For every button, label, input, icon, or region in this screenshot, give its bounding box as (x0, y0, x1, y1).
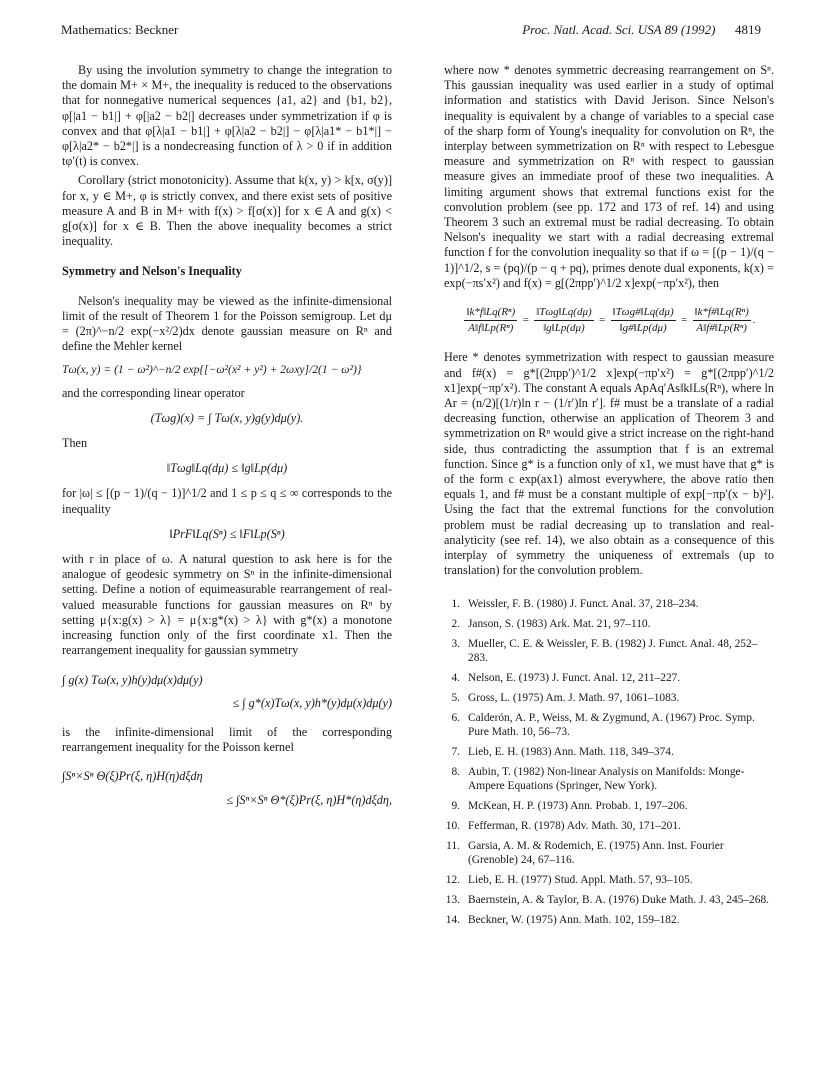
reference-text: Aubin, T. (1982) Non-linear Analysis on Manifolds: Monge-Ampere Equations (Springer, New York). (468, 765, 745, 792)
references-list (444, 597, 774, 927)
equation-operator: (Tωg)(x) = ∫ Tω(x, y)g(y)dμ(y). (150, 410, 304, 425)
equation-theta-rhs: ≤ ∫Sⁿ×Sⁿ Θ*(ξ)Pr(ξ, η)H*(η)dξdη, (226, 792, 392, 807)
paragraph-nelson: Nelson's inequality may be viewed as the infinite-dimensional limit of the result of Theorem 1 for the Poisson semigroup. Let dμ = (2π)^−n/2 exp(−x²/2)dx denote gaussian measure on Rⁿ and define the Mehler kernel (62, 293, 392, 354)
ratio-4 (693, 305, 751, 336)
reference-text: Beckner, W. (1975) Ann. Math. 102, 159–182. (468, 913, 680, 926)
reference-item (444, 617, 774, 631)
right-column (444, 63, 774, 933)
reference-number: 10. (445, 819, 460, 832)
reference-text: McKean, H. P. (1973) Ann. Probab. 1, 197–206. (468, 799, 688, 812)
reference-number: 8. (451, 765, 460, 778)
reference-text: Lieb, E. H. (1977) Stud. Appl. Math. 57, 93–105. (468, 873, 693, 886)
reference-text: Fefferman, R. (1978) Adv. Math. 30, 171–201. (468, 819, 681, 832)
reference-item (444, 893, 774, 907)
reference-text: Calderón, A. P., Weiss, M. & Zygmund, A. (1967) Proc. Symp. Pure Math. 10, 56–73. (468, 711, 755, 738)
equation-ratio-chain: $\frac{\text{‖k*f‖Lq(Rⁿ)}}{\text{A‖f‖Lp(Rⁿ)}}$ = $\frac{\text{‖Tωg‖Lq(dμ)}}{‖g‖Lp(d\mu)}$ = $\frac{\text{‖Tωg\#‖Lq(dμ)}}{‖g\#‖Lp(d\mu)}$ = $\frac{\text{‖k*f\#‖Lq(Rⁿ)}}{\text{A‖f\#‖Lp(Rⁿ)}}$ . (444, 305, 774, 336)
ratio-2 (534, 305, 594, 336)
ratio-1-denominator: A‖f‖Lp(Rⁿ) (468, 322, 514, 335)
reference-item (444, 597, 774, 611)
page-header (61, 22, 761, 40)
ratio-3-denominator: ‖g#‖Lp(dμ) (619, 322, 667, 335)
ratio-1 (464, 305, 517, 336)
reference-text: Baernstein, A. & Taylor, B. A. (1976) Duke Math. J. 43, 245–268. (468, 893, 769, 906)
left-column (62, 63, 392, 818)
paragraph-condition: for |ω| ≤ [(p − 1)/(q − 1)]^1/2 and 1 ≤ p ≤ q ≤ ∞ corresponds to the inequality (62, 486, 392, 516)
reference-number: 7. (451, 745, 460, 758)
page-number: 4819 (735, 22, 761, 37)
reference-text: Lieb, E. H. (1983) Ann. Math. 118, 349–374. (468, 745, 674, 758)
reference-number: 5. (451, 691, 460, 704)
equation-theta-lhs: ∫Sⁿ×Sⁿ Θ(ξ)Pr(ξ, η)H(η)dξdη (62, 769, 203, 784)
reference-item (444, 711, 774, 739)
ratio-2-numerator: ‖Tωg‖Lq(dμ) (534, 305, 594, 321)
reference-item (444, 637, 774, 665)
reference-number: 14. (445, 913, 460, 926)
corollary: Corollary (strict monotonicity). Assume that k(x, y) > k[x, σ(y)] for x, y ∈ M+, φ is strictly convex, and there exist sets of positive measure A and B in M+ with f(x) > f[σ(x)] for x ∈ A and g(x) < g[σ(x)] for x ∈ B. Then the above inequality becomes a strict inequality. (62, 173, 392, 249)
reference-number: 13. (445, 893, 460, 906)
reference-item (444, 913, 774, 927)
paragraph-infinite-limit: is the infinite-dimensional limit of the corresponding rearrangement inequality for the Poisson kernel (62, 724, 392, 755)
reference-item (444, 745, 774, 759)
reference-number: 9. (451, 799, 460, 812)
ratio-4-numerator: ‖k*f#‖Lq(Rⁿ) (693, 305, 751, 321)
reference-item (444, 671, 774, 685)
journal-citation: Proc. Natl. Acad. Sci. USA 89 (1992) (522, 22, 716, 37)
reference-item (444, 799, 774, 813)
paragraph-rearrangement: with r in place of ω. A natural question to ask here is for the analogue of geodesic symmetry on Sⁿ in the infinite-dimensional setting. Define a notion of equimeasurable rearrangement of real-valued measurable functions for gaussian measures on Rⁿ by setting μ{x:g(x) > λ} = μ{x:g*(x) > λ} with g*(x) a monotone increasing function only of the first coordinate x1. Then the rearrangement inequality for gaussian symmetry (62, 552, 392, 658)
reference-number: 2. (451, 617, 460, 630)
reference-number: 6. (451, 711, 460, 724)
reference-text: Garsia, A. M. & Rodemich, E. (1975) Ann. Inst. Fourier (Grenoble) 24, 67–116. (468, 839, 724, 866)
reference-text: Mueller, C. E. & Weissler, F. B. (1982) J. Funct. Anal. 48, 252–283. (468, 637, 758, 664)
ratio-4-denominator: A‖f#‖Lp(Rⁿ) (696, 322, 747, 335)
paragraph-symmetric-decreasing: where now * denotes symmetric decreasing rearrangement on Sⁿ. This gaussian inequality was used earlier in a study of optimal information and statistics with David Jerison. Since Nelson's inequality is equivalent by a change of variables to a special case of the sharp form of Young's inequality for convolution on Rⁿ, the interplay between symmetrization on Rⁿ with respect to Lebesgue measure and symmetrization on Rⁿ with respect to gaussian measure gives an immediate proof of these two inequalities. A limiting argument shows that extremal functions exist for the convolution problem (see pp. 172 and 173 of ref. 14) and using Theorem 3 such an extremal must be radial decreasing. To obtain Nelson's inequality we start with a radial decreasing extremal function f for the convolution inequality so that if ω = [(p − 1)/(q − 1)]^1/2, s = (pq)/(p − q + pq), primes denote dual exponents, k(x) = exp(−πs′x²) and f(x) = g[(2πpp′)^1/2 x]exp(−πp′x²), then (444, 63, 774, 290)
ratio-2-denominator: ‖g‖Lp(dμ) (543, 322, 585, 335)
ratio-3 (611, 305, 676, 336)
reference-item (444, 691, 774, 705)
equation-bound: ‖Tωg‖Lq(dμ) ≤ ‖g‖Lp(dμ) (166, 461, 288, 476)
equation-mehler-kernel: Tω(x, y) = (1 − ω²)^−n/2 exp{[−ω²(x² + y²) + 2ωxy]/2(1 − ω²)} (62, 363, 362, 377)
equation-poisson: ‖PrF‖Lq(Sⁿ) ≤ ‖F‖Lp(Sⁿ) (169, 526, 285, 541)
ratio-1-numerator: ‖k*f‖Lq(Rⁿ) (464, 305, 517, 321)
reference-text: Janson, S. (1983) Ark. Mat. 21, 97–110. (468, 617, 651, 630)
reference-item (444, 765, 774, 793)
running-head-journal (522, 22, 761, 37)
paragraph-involution: By using the involution symmetry to change the integration to the domain M+ × M+, the inequality is reduced to the observations that for nonnegative numerical sequences {a1, a2} and {b1, b2}, φ[|a1 − b1|] + φ[|a2 − b2|] decreases under symmetrization if φ is convex and that φ[λ|a1 − b1|] + φ[λ|a2 − b2|] − φ[λ|a1* − b1*|] − φ[λ|a2* − b2*|] is a nondecreasing function of λ > 0 if in addition tφ′(t) is convex. (62, 63, 392, 169)
paragraph-linear-operator: and the corresponding linear operator (62, 385, 245, 400)
reference-text: Gross, L. (1975) Am. J. Math. 97, 1061–1083. (468, 691, 680, 704)
reference-item (444, 839, 774, 867)
reference-number: 12. (445, 873, 460, 886)
reference-text: Nelson, E. (1973) J. Funct. Anal. 12, 211–227. (468, 671, 681, 684)
reference-number: 11. (446, 839, 460, 852)
equation-rearrangement-lhs: ∫ g(x) Tω(x, y)h(y)dμ(x)dμ(y) (62, 672, 203, 687)
ratio-3-numerator: ‖Tωg#‖Lq(dμ) (611, 305, 676, 321)
reference-item (444, 819, 774, 833)
section-title: Symmetry and Nelson's Inequality (62, 264, 242, 279)
equation-rearrangement-rhs: ≤ ∫ g*(x)Tω(x, y)h*(y)dμ(x)dμ(y) (232, 695, 392, 710)
paragraph-then: Then (62, 436, 88, 451)
reference-text: Weissler, F. B. (1980) J. Funct. Anal. 37, 218–234. (468, 597, 699, 610)
running-head-author: Mathematics: Beckner (61, 22, 179, 37)
reference-number: 3. (451, 637, 460, 650)
reference-item (444, 873, 774, 887)
paragraph-gaussian-symmetrization: Here * denotes symmetrization with respect to gaussian measure and f#(x) = g*[(2πpp′)^1/2 x]exp(−πp′x²) = g*[(2πpp′)^1/2 x1]exp(−πp′x²). The constant A equals ApAq′As‖k‖Ls(Rⁿ), where ln Ar = (n/2)[(1/r)ln r − (1/r′)ln r′]. f# must be a translate of a radial decreasing function, otherwise an application of Theorem 3 and symmetrization on Rⁿ would give a strict increase on the right-hand side, thus contradicting the assumption that f is an extremal function. Since g* is a function only of x1, we must have that g* is of the form c exp(ax1) almost everywhere, the above ratio then equals 1, and f# must be a constant multiple of exp[−πp′(x − b)²]. Using the fact that the extremal functions for the convolution problem must be radial decreasing up to translation and real-analyticity (see ref. 14), we also obtain as a consequence of this interplay of symmetry the uniqueness of extremals (up to translation) for the convolution problem. (444, 350, 774, 578)
reference-number: 1. (451, 597, 460, 610)
reference-number: 4. (451, 671, 460, 684)
